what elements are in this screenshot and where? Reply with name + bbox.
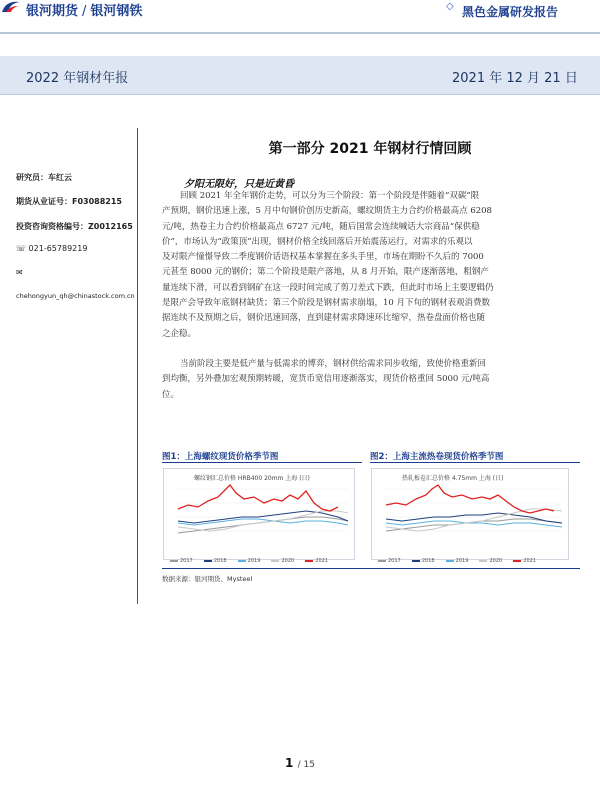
email-icon: ✉ [16, 268, 23, 277]
legend-item-2020: 2020 [479, 558, 502, 564]
sidebar-divider [137, 128, 138, 604]
text-line: 及对限产憧憬导致二季度钢价话语权基本掌握在多头手里，市场在期盼不久后的 7000 [162, 252, 484, 263]
consult-number: Z0012165 [88, 222, 133, 231]
data-source: 数据来源：银河期货、Mysteel [162, 575, 253, 583]
researcher-name: 车红云 [48, 173, 72, 182]
section-title: 第一部分 2021 年钢材行情回顾 [268, 141, 472, 157]
figure-2-seasonal-plot [372, 481, 568, 547]
current-page: 1 [285, 756, 294, 770]
brand-name-primary: 银河期货 [26, 4, 79, 19]
text-line: 元/吨，热卷主力合约价格最高点 6727 元/吨，随后国常会连续喊话大宗商品“保供稳 [162, 221, 480, 232]
legend-item-2017: 2017 [378, 558, 401, 564]
text-line: 量连续下滑，可以看到钢矿在这一段时间完成了剪刀差式下跌，但此时市场上主要逻辑仍 [162, 282, 494, 293]
text-line: 回顾 2021 年全年钢价走势，可以分为三个阶段：第一个阶段是伴随着“双碳”限 [180, 191, 480, 201]
legend-item-2021: 2021 [305, 558, 328, 564]
phone-icon: ☏ [16, 244, 29, 253]
paragraph-current [162, 357, 584, 403]
researcher-label: 研究员： [16, 173, 48, 182]
source-divider [162, 568, 580, 569]
brand-separator: / [82, 4, 87, 19]
consult-line [16, 221, 133, 232]
figure-1-caption: 螺纹钢汇总价格 HRB400 20mm 上海 (日) [194, 475, 310, 482]
text-line: 位。 [162, 389, 180, 400]
figure-2-chart [371, 468, 569, 564]
text-line: 元甚至 8000 元的钢价；第二个阶段是限产落地，从 8 月开始，限产逐渐落地，粗钢产 [162, 267, 489, 278]
email-address[interactable]: chehongyun_qh@chinastock.com.cn [16, 292, 135, 300]
phone-number: 021-65789219 [28, 244, 88, 253]
company-logo-icon [0, 0, 22, 14]
legend-item-2019: 2019 [446, 558, 469, 564]
text-line: 产预期，钢价迅速上涨，5 月中旬钢价创历史新高，螺纹期货主力合约价格最高点 6208 [162, 206, 492, 217]
report-series-title: 黑色金属研发报告 [462, 5, 559, 19]
figure-2-legend [378, 547, 542, 566]
license-label: 期货从业证号： [16, 197, 72, 206]
paragraph-review [162, 189, 584, 342]
license-number: F03088215 [72, 197, 122, 206]
page-number [0, 756, 600, 770]
section-subheading: 夕阳无限好，只是近黄昏 [184, 179, 294, 190]
total-pages: / 15 [297, 760, 315, 770]
figure-2-rule [370, 462, 580, 463]
diamond-icon: ◇ [446, 1, 454, 12]
figure-1-rule [162, 462, 362, 463]
figure-1-chart [163, 468, 355, 564]
legend-item-2021: 2021 [513, 558, 536, 564]
figure-1-legend [170, 547, 334, 566]
legend-item-2017: 2017 [170, 558, 193, 564]
figure-1-title: 图1：上海螺纹现货价格季节图 [162, 452, 279, 462]
text-line: 到均衡，另外叠加宏观预期转暖，宽货币宽信用逐渐落实，现货价格重回 5000 元/吨高 [162, 374, 490, 385]
brand-name [26, 0, 142, 19]
researcher-line [16, 172, 72, 183]
legend-item-2020: 2020 [271, 558, 294, 564]
consult-label: 投资咨询资格编号： [16, 222, 88, 231]
report-date: 2021 年 12 月 21 日 [452, 71, 578, 86]
legend-item-2019: 2019 [238, 558, 261, 564]
text-line: 之企稳。 [162, 328, 197, 339]
report-title: 2022 年钢材年报 [26, 71, 129, 86]
series-2017-line [386, 519, 562, 531]
license-line [16, 196, 122, 207]
brand-name-secondary: 银河钢铁 [90, 4, 143, 19]
text-line: 据连续不及预期之后，钢价迅速回落，直到建材需求降速环比缩窄，热卷盘面价格也随 [162, 313, 486, 324]
text-line: 当前阶段主要是低产量与低需求的博弈，钢材供给需求同步收缩，致使价格重新回 [180, 359, 487, 369]
figure-2-caption: 热轧板卷汇总价格 4.75mm 上海 (日) [402, 475, 504, 482]
legend-item-2018: 2018 [204, 558, 227, 564]
legend-item-2018: 2018 [412, 558, 435, 564]
text-line: 是限产会导致年底钢材缺货；第三个阶段是钢材需求崩塌，10 月下旬的钢材表观消费数 [162, 298, 491, 309]
text-line: 价”，市场认为“政策顶”出现，钢材价格全线回落后开始震荡运行，对需求的乐观以 [162, 236, 473, 247]
figure-2-title: 图2：上海主流热卷现货价格季节图 [370, 452, 504, 462]
figure-1-seasonal-plot [164, 481, 354, 547]
header-divider [0, 32, 600, 34]
phone-line [16, 244, 87, 253]
